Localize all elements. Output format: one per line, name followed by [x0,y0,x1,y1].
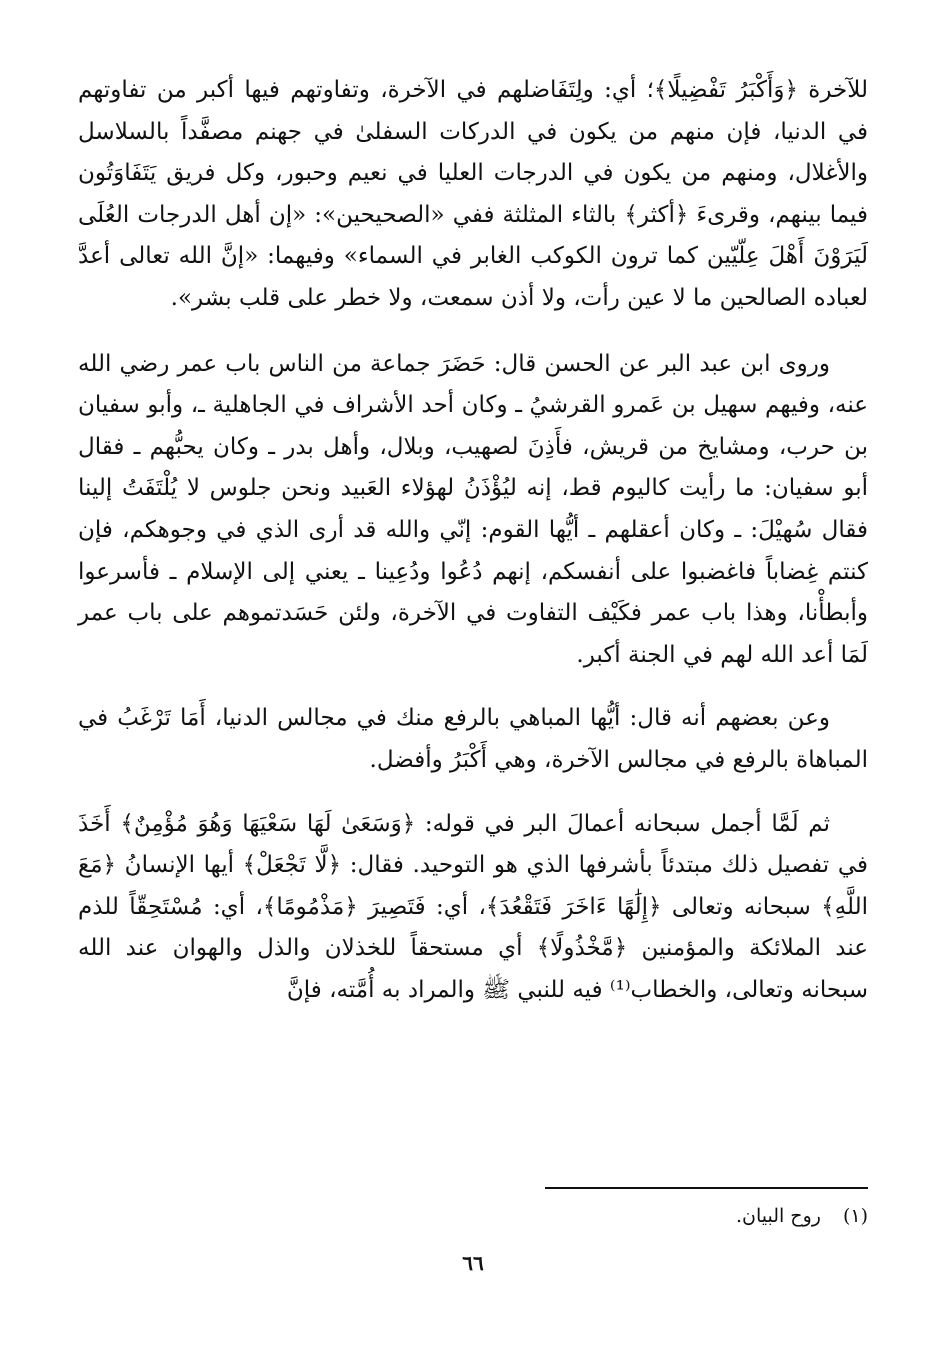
book-page [78,66,868,1326]
paragraph-1: للآخرة ﴿وَأَكْبَرُ تَفْضِيلًا﴾؛ أي: ولِتَفَاضلهم في الآخرة، وتفاوتهم فيها أكبر من تفاوتهم في الدنيا، فإن منهم من يكون في الدركات السفلىٰ في جهنم مصفَّداً بالسلاسل والأغلال، ومنهم من يكون في الدرجات العليا في نعيم وحبور، وكل فريق يَتَفَاوَتُون فيما بينهم، وقرىءَ ﴿أكثر﴾ بالثاء المثلثة ففي «الصحيحين»: «إن أهل الدرجات العُلَى لَيَرَوْنَ أَهْلَ عِلّيّين كما ترون الكوكب الغابر في السماء» وفيهما: «إنَّ الله تعالى أعدَّ لعباده الصالحين ما لا عين رأت، ولا أذن سمعت، ولا خطر على قلب بشر». [78,77,868,311]
page-number: ٦٦ [462,1251,484,1275]
footnote [736,1201,868,1231]
paragraph-3: وعن بعضهم أنه قال: أيُّها المباهي بالرفع منك في مجالس الدنيا، أَمَا تَرْغَبُ في المباهاة بالرفع في مجالس الآخرة، وهي أَكْبَرُ وأفضل. [78,705,868,773]
paragraph-4: ثم لَمَّا أجمل سبحانه أعمالَ البر في قوله: ﴿وَسَعَىٰ لَهَا سَعْيَهَا وَهُوَ مُؤْمِنٌ﴾ أَخَذَ في تفصيل ذلك مبتدئاً بأشرفها الذي هو التوحيد. فقال: ﴿لَّا تَجْعَلْ﴾ أيها الإنسانُ ﴿مَعَ اللَّهِ﴾ سبحانه وتعالى ﴿إِلَٰهًا ءَاخَرَ فَتَقْعُدَ﴾، أي: فَتَصِيرَ ﴿مَذْمُومًا﴾، أي: مُسْتَحِقّاً للذم عند الملائكة والمؤمنين ﴿مَّخْذُولًا﴾ أي مستحقاً للخذلان والذل والهوان عند الله سبحانه وتعالى، والخطاب⁽¹⁾ فيه للنبي ﷺ والمراد به أُمَّته، فإنَّ [78,810,868,1003]
footnote-text: روح البيان. [735,1205,821,1227]
paragraph-2: وروى ابن عبد البر عن الحسن قال: حَضَرَ جماعة من الناس باب عمر رضي الله عنه، وفيهم سهيل بن عَمرو القرشيُ ـ وكان أحد الأشراف في الجاهلية ـ، وأبو سفيان بن حرب، ومشايخ من قريش، فأَذِنَ لصهيب، وبلال، وأهل بدر ـ وكان يحبُّهم ـ فقال أبو سفيان: ما رأيت كاليوم قط، إنه ليُؤْذَنُ لهؤلاء العَبيد ونحن جلوس لا يُلْتَفَتُ إلينا فقال سُهيْلَ: ـ وكان أعقلهم ـ أيُّها القوم: إنّي والله قد أرى الذي في وجوهكم، فإن كنتم غِضاباً فاغضبوا على أنفسكم، إنهم دُعُوا ودُعِينا ـ يعني إلى الإسلام ـ فأسرعوا وأبطأْنا، وهذا باب عمر فكَيْف التفاوت في الآخرة، ولئن حَسَدتموهم على باب عمر لَمَا أعد الله لهم في الجنة أكبر. [78,350,868,668]
footnote-number: (١) [842,1205,868,1227]
footnote-divider [545,1187,868,1189]
